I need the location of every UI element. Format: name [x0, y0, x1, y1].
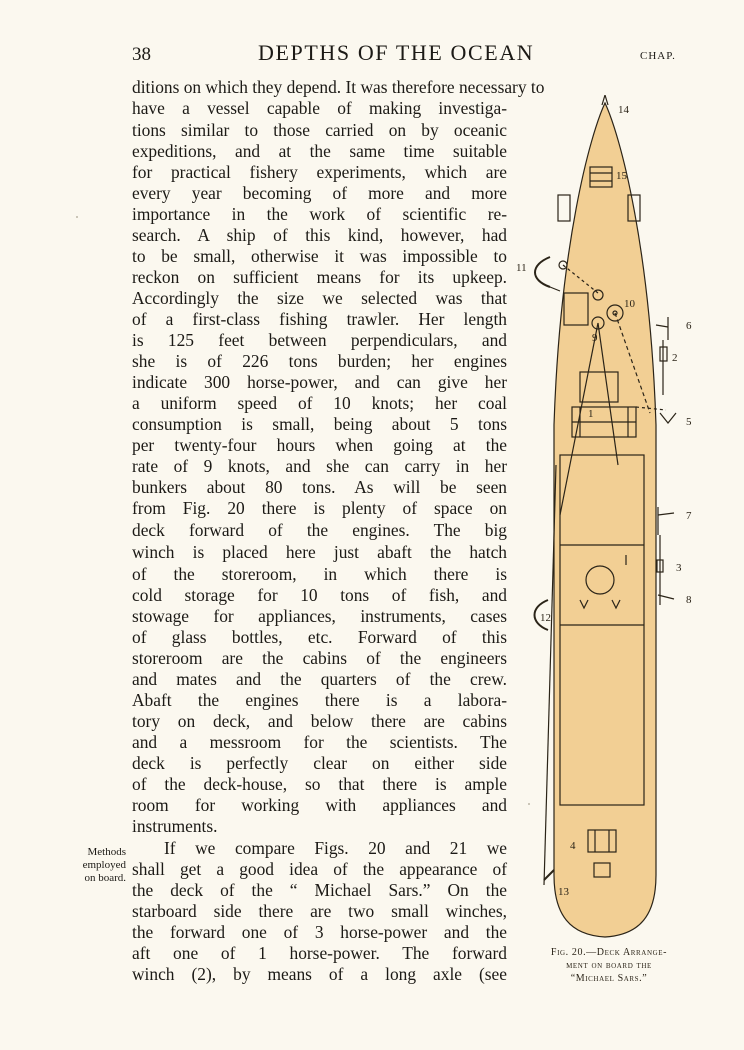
deck-plan-figure — [500, 95, 710, 945]
body-line: winch is placed here just abaft the hatch — [132, 542, 507, 562]
body-line: shall get a good idea of the appearance of — [132, 859, 507, 879]
body-line: and mates and the quarters of the crew. — [132, 669, 507, 689]
body-line: cold storage for 10 tons of fish, and — [132, 585, 507, 605]
body-line: rate of 9 knots, and she can carry in her — [132, 456, 507, 476]
fig-label: 4 — [570, 840, 576, 852]
figure-caption — [518, 946, 700, 985]
bollard-5 — [660, 413, 676, 423]
body-line: aft one of 1 horse-power. The forward — [132, 943, 507, 963]
hull-outline — [554, 103, 656, 937]
body-line: of a first-class fishing trawler. Her length — [132, 309, 507, 329]
margin-note-line: employed — [82, 859, 126, 871]
caption-line: Fig. 20.—Deck Arrange- — [550, 947, 668, 958]
body-line: every year becoming of more and more — [132, 183, 507, 203]
fig-label: 5 — [686, 416, 692, 428]
body-line: Abaft the engines there is a labora- — [132, 690, 507, 710]
paper-speckle — [528, 803, 530, 805]
body-line: for practical fishery experiments, which are — [132, 162, 507, 182]
page-number: 38 — [132, 44, 151, 65]
body-line: room for working with appliances and — [132, 795, 507, 815]
forward-hatch-port — [558, 195, 570, 221]
fig-label: 8 — [686, 594, 692, 606]
body-line: starboard side there are two small winches, — [132, 901, 507, 921]
body-line: Accordingly the size we selected was that — [132, 288, 507, 308]
fig-label: 13 — [558, 886, 569, 898]
body-line: indicate 300 horse-power, and can give her — [132, 372, 507, 392]
body-line: ditions on which they depend. It was therefore necessary to — [132, 77, 545, 97]
running-head-title: DEPTHS OF THE OCEAN — [258, 40, 535, 65]
body-line: stowage for appliances, instruments, cases — [132, 606, 507, 626]
davit-11 — [535, 257, 550, 287]
davit-13 — [544, 870, 554, 880]
fig-label: 1 — [588, 408, 594, 420]
body-line: bunkers about 80 tons. As will be seen — [132, 477, 507, 497]
margin-note-line: Methods — [87, 846, 126, 858]
body-line: reckon on sufficient means for its upkeep. — [132, 267, 507, 287]
body-line: she is of 226 tons burden; her engines — [132, 351, 507, 371]
body-line: and a messroom for the scientists. The — [132, 732, 507, 752]
body-line: storeroom are the cabins of the engineers — [132, 648, 507, 668]
body-line: to be small, otherwise it was impossible to — [132, 246, 507, 266]
body-line: search. A ship of this kind, however, had — [132, 225, 507, 245]
fig-label: 7 — [686, 510, 692, 522]
fig-label: 3 — [676, 562, 682, 574]
body-line: is 125 feet between perpendiculars, and — [132, 330, 507, 350]
fig-label: 14 — [618, 104, 629, 116]
body-line: deck forward of the engines. The big — [132, 520, 507, 540]
body-line: of the storeroom, in which there is — [132, 564, 507, 584]
body-line: tory on deck, and below there are cabins — [132, 711, 507, 731]
body-line: the deck of the “ Michael Sars.” On the — [132, 880, 507, 900]
caption-line: ment on board the — [566, 960, 652, 971]
body-line: expeditions, and at the same time suitable — [132, 141, 507, 161]
body-line: the forward one of 3 horse-power and the — [132, 922, 507, 942]
body-line: instruments. — [132, 816, 218, 836]
fig-label: 10 — [624, 298, 635, 310]
body-line: of glass bottles, etc. Forward of this — [132, 627, 507, 647]
body-line: of the deck-house, so that there is ample — [132, 774, 507, 794]
margin-note — [56, 846, 126, 885]
body-line: have a vessel capable of making investiga- — [132, 98, 507, 118]
body-line: importance in the work of scientific re- — [132, 204, 507, 224]
fig-label: 9 — [592, 332, 598, 344]
fig-label: 6 — [686, 320, 692, 332]
body-line: consumption is small, being about 5 tons — [132, 414, 507, 434]
paper-speckle — [76, 216, 78, 218]
body-line: If we compare Figs. 20 and 21 we — [164, 838, 507, 858]
caption-line: “Michael Sars.” — [570, 973, 648, 984]
chapter-abbrev: CHAP. — [640, 50, 676, 62]
fig-label: 11 — [516, 262, 527, 274]
body-line: tions similar to those carried on by oceanic — [132, 120, 507, 140]
fig-label: 15 — [616, 170, 627, 182]
body-line: deck is perfectly clear on either side — [132, 753, 507, 773]
margin-note-line: on board. — [84, 872, 126, 884]
fig-label: 12 — [540, 612, 551, 624]
body-line: from Fig. 20 there is plenty of space on — [132, 498, 507, 518]
body-line: a uniform speed of 10 knots; her coal — [132, 393, 507, 413]
body-line: per twenty-four hours when going at the — [132, 435, 507, 455]
fig-label: 2 — [672, 352, 678, 364]
body-line: winch (2), by means of a long axle (see — [132, 964, 507, 984]
